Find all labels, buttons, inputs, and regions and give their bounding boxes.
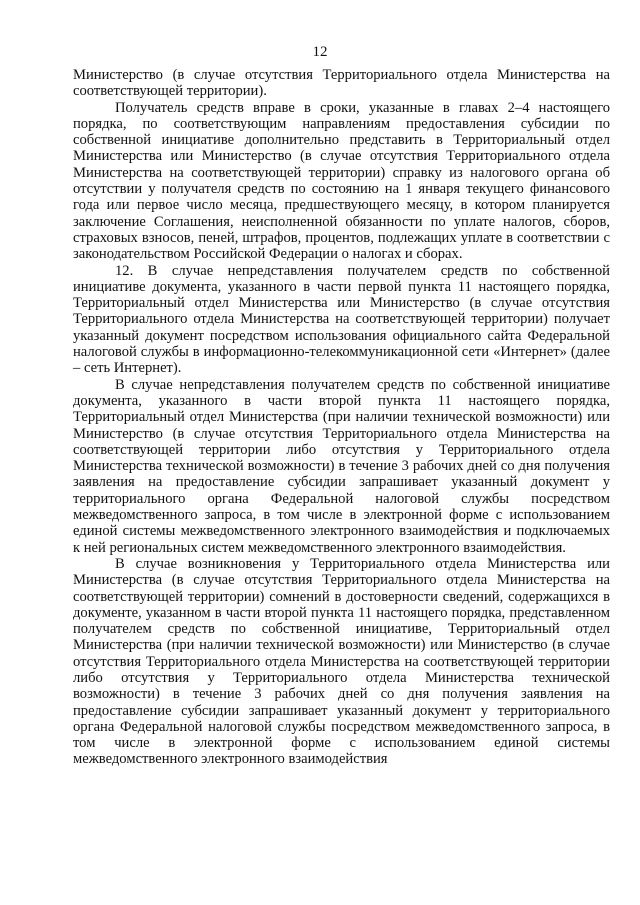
paragraph-interagency-request: В случае непредставления получателем средств по собственной инициативе документа, указанного в части второй пункта 11 настоящего порядка, Территориальный отдел Министерства (при наличии технической возможности) или Министерство (в случае отсутствия Территориального отдела Министерства на соответствующей территории либо отсутствия у Территориального отдела Министерства технической возможности) в течение 3 рабочих дней со дня получения заявления на предоставление субсидии запрашивает указанный документ у территориального органа Федеральной налоговой службы посредством межведомственного запроса, в том числе в электронной форме с использованием единой системы межведомственного электронного взаимодействия и подключаемых к ней региональных систем межведомственного электронного взаимодействия. [73, 376, 610, 556]
paragraph-continuation: Министерство (в случае отсутствия Территориального отдела Министерства на соответствующей территории). [73, 67, 610, 100]
paragraph-clause-12: 12. В случае непредставления получателем средств по собственной инициативе документа, указанного в части первой пункта 11 настоящего порядка, Территориальный отдел Министерства или Министерство (в случае отсутствия Территориального отдела Министерства на соответствующей территории) получает указанный документ посредством использования официального сайта Федеральной налоговой службы в информационно-телекоммуникационной сети «Интернет» (далее – сеть Интернет). [73, 262, 610, 377]
paragraph-certificate-right: Получатель средств вправе в сроки, указанные в главах 2–4 настоящего порядка, по соответствующим направлениям предоставления субсидии по собственной инициативе дополнительно представить в Территориальный отдел Министерства или Министерство (в случае отсутствия Территориального отдела Министерства на соответствующей территории) справку из налогового органа об отсутствии у получателя средств по состоянию на 1 января текущего финансового года или первое число месяца, предшествующего месяцу, в котором планируется заключение Соглашения, неисполненной обязанности по уплате налогов, сборов, страховых взносов, пеней, штрафов, процентов, подлежащих уплате в соответствии с законодательством Российской Федерации о налогах и сборах. [73, 99, 610, 263]
document-body [73, 67, 610, 768]
page-number: 12 [312, 44, 328, 60]
paragraph-doubts-verification: В случае возникновения у Территориального отдела Министерства или Министерства (в случае отсутствия Территориального отдела Министерства на соответствующей территории) сомнений в достоверности сведений, содержащихся в документе, указанном в части второй пункта 11 настоящего порядка, представленном получателем средств по собственной инициативе, Территориальный отдел Министерства (при наличии технической возможности) или Министерство (в случае отсутствия Территориального отдела Министерства на соответствующей территории либо отсутствия у Территориального отдела Министерства технической возможности) в течение 3 рабочих дней со дня получения заявления на предоставление субсидии запрашивает указанный документ у территориального органа Федеральной налоговой службы посредством межведомственного запроса, в том числе в электронной форме с использованием единой системы межведомственного электронного взаимодействия [73, 555, 610, 768]
